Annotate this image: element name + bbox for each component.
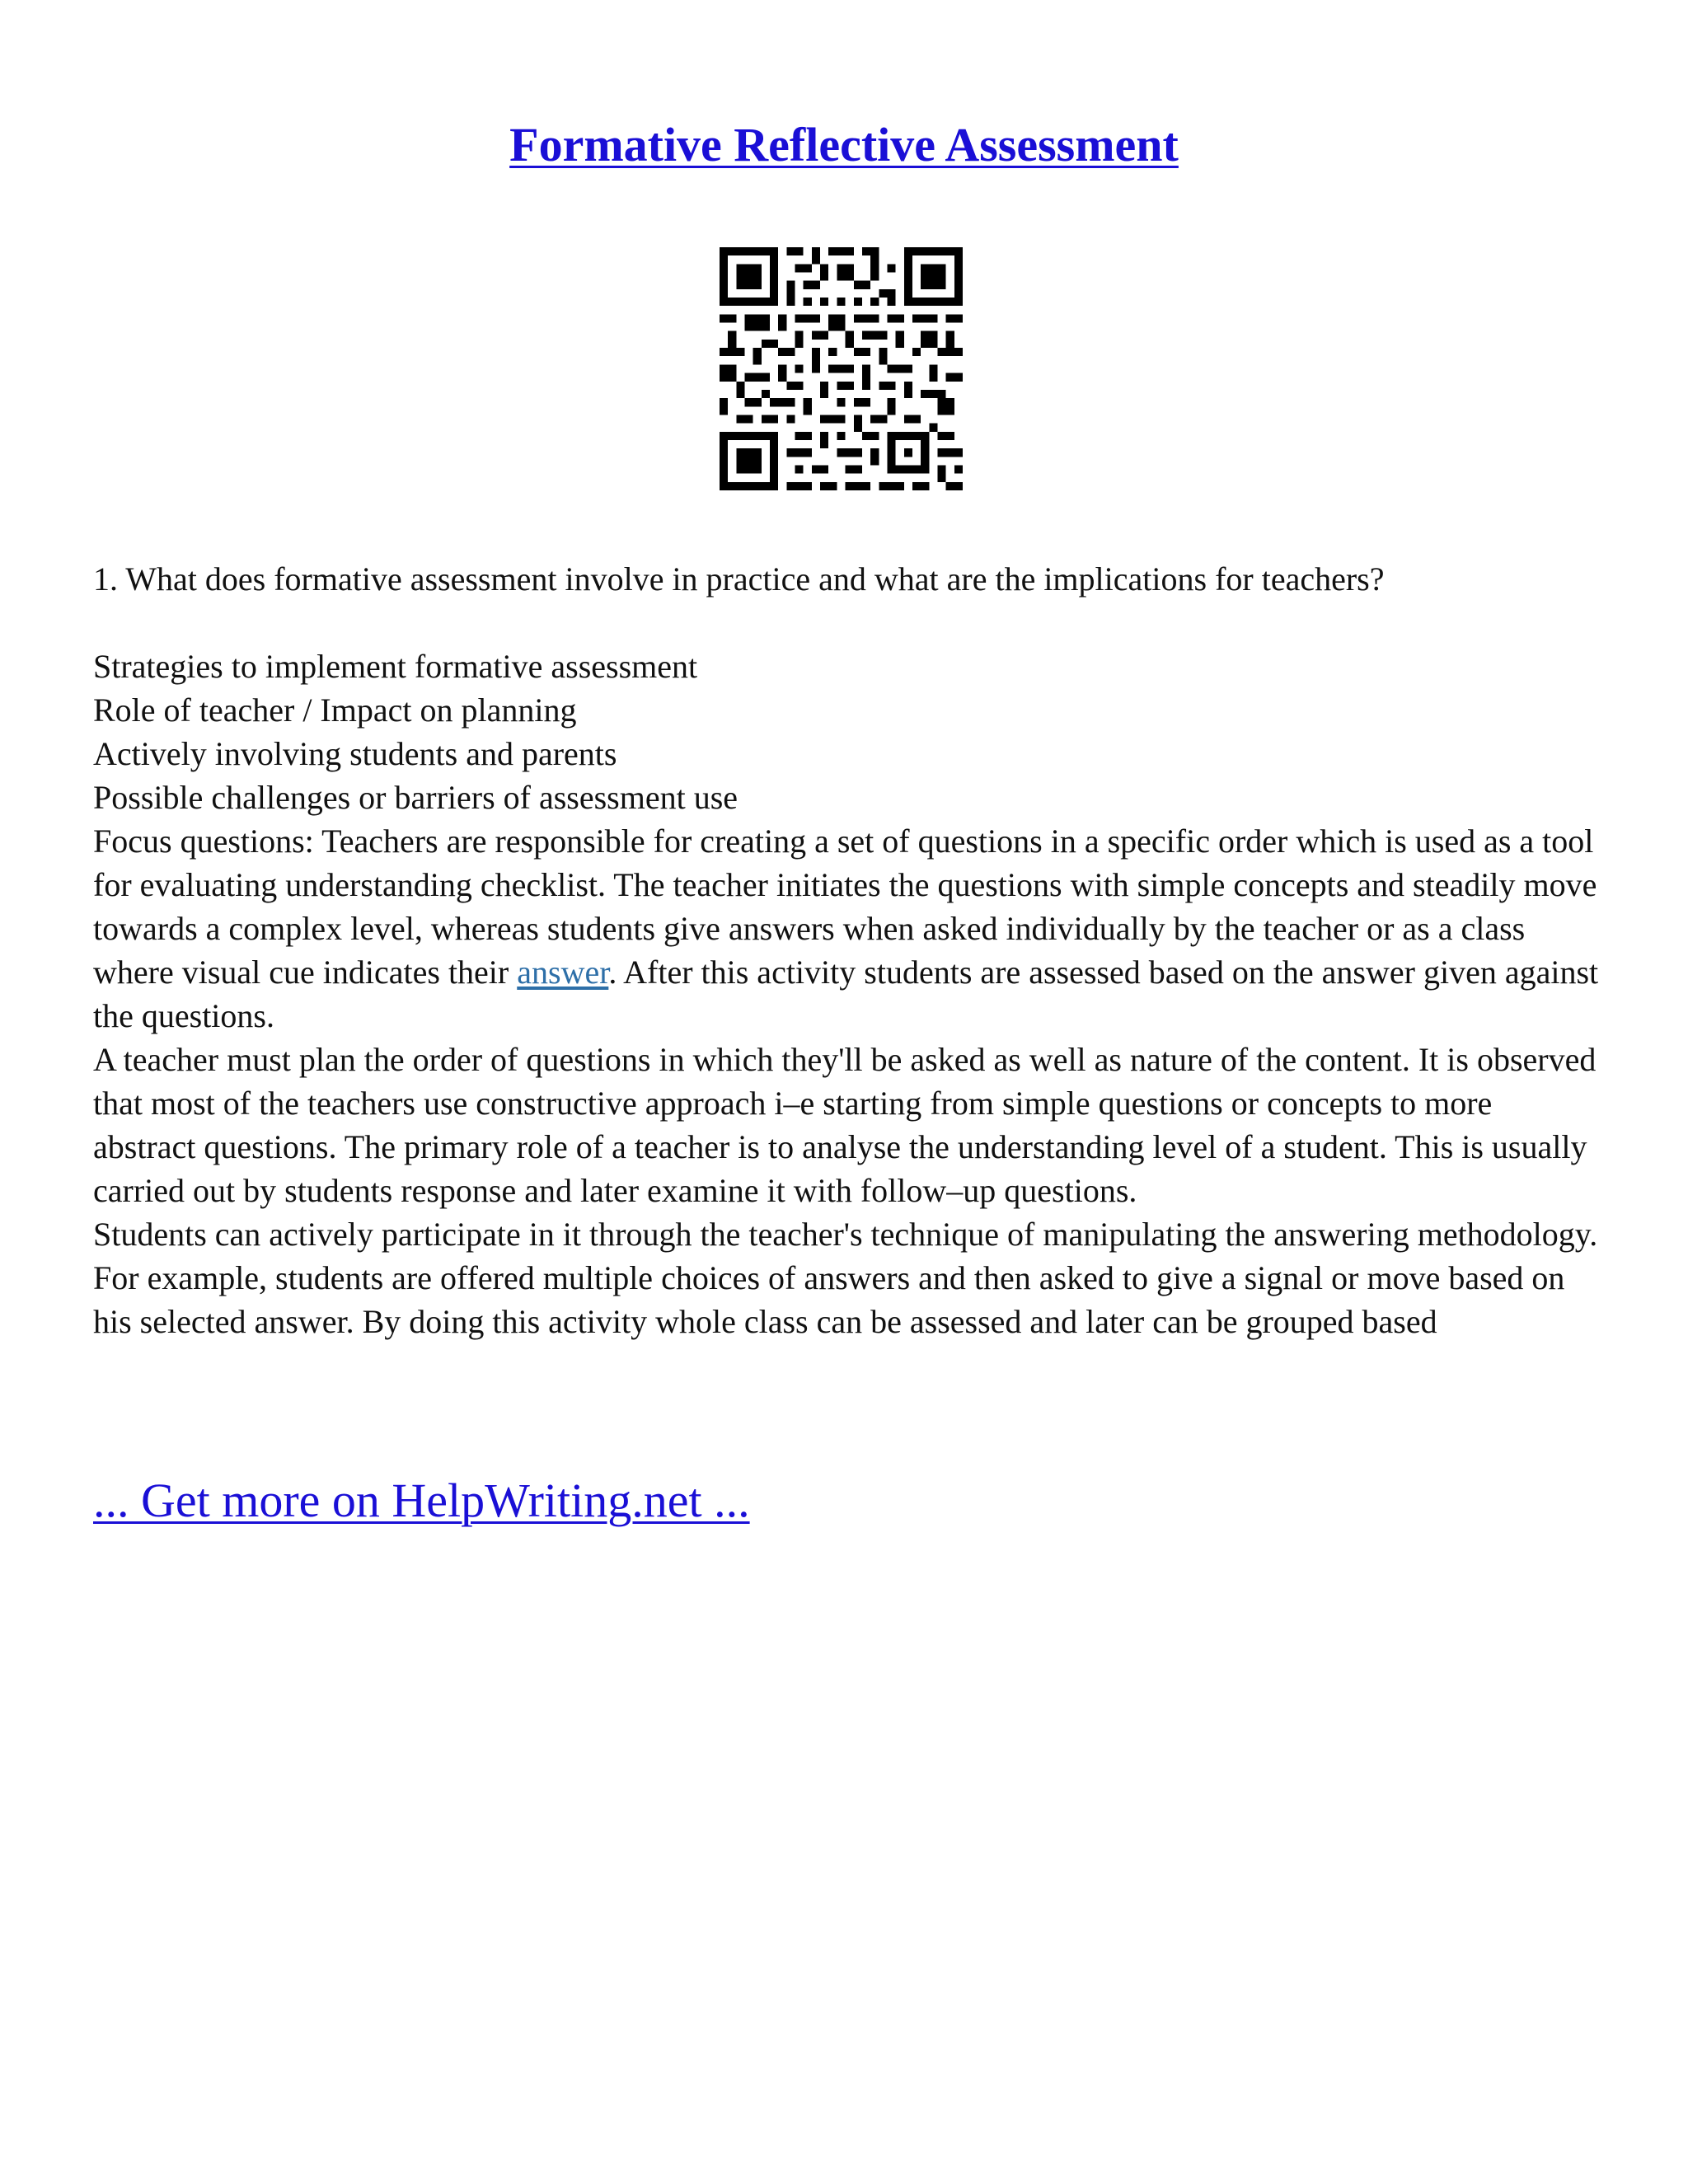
paragraph-text: Focus questions: Teachers are responsible for creating a set of questions in a specific order which is used as a tool for evaluating understanding checklist. The teacher initiates the questions with simple concepts and steadily move towards a complex level, whereas students give answers when asked individually by the teacher or as a class where visual cue indicates their (93, 823, 1597, 991)
title-link[interactable]: Formative Reflective Assessment (509, 118, 1179, 171)
paragraph-focus-questions (93, 819, 1601, 1038)
get-more-link[interactable]: ... Get more on HelpWriting.net ... (93, 1474, 750, 1527)
topic-item: Strategies to implement formative assessment (93, 648, 698, 685)
qr-code-icon (720, 247, 963, 490)
paragraph-text: . After this activity students are assessed based on the answer given against the questions. (93, 954, 1599, 1034)
question-heading: 1. What does formative assessment involve in practice and what are the implications for teachers? (93, 560, 1385, 598)
topic-item: Role of teacher / Impact on planning (93, 691, 577, 729)
paragraph-student-participation: Students can actively participate in it through the teacher's technique of manipulating the answering methodology. For example, students are offered multiple choices of answers and then asked to give a signal or move based on his selected answer. By doing this activity whole class can be assessed and later can be grouped based (93, 1216, 1598, 1340)
qr-code-graphic (720, 247, 963, 490)
paragraph-teacher-role: A teacher must plan the order of questions in which they'll be asked as well as nature of the content. It is observed that most of the teachers use constructive approach i–e starting from simple questions or concepts to more abstract questions. The primary role of a teacher is to analyse the understanding level of a student. This is usually carried out by students response and later examine it with follow–up questions. (93, 1041, 1597, 1209)
topic-item: Actively involving students and parents (93, 735, 617, 772)
document-body (93, 557, 1601, 1343)
answer-link[interactable]: answer (517, 954, 609, 991)
page-title (0, 115, 1688, 175)
topic-item: Possible challenges or barriers of assessment use (93, 779, 738, 816)
get-more-line (93, 1471, 750, 1530)
